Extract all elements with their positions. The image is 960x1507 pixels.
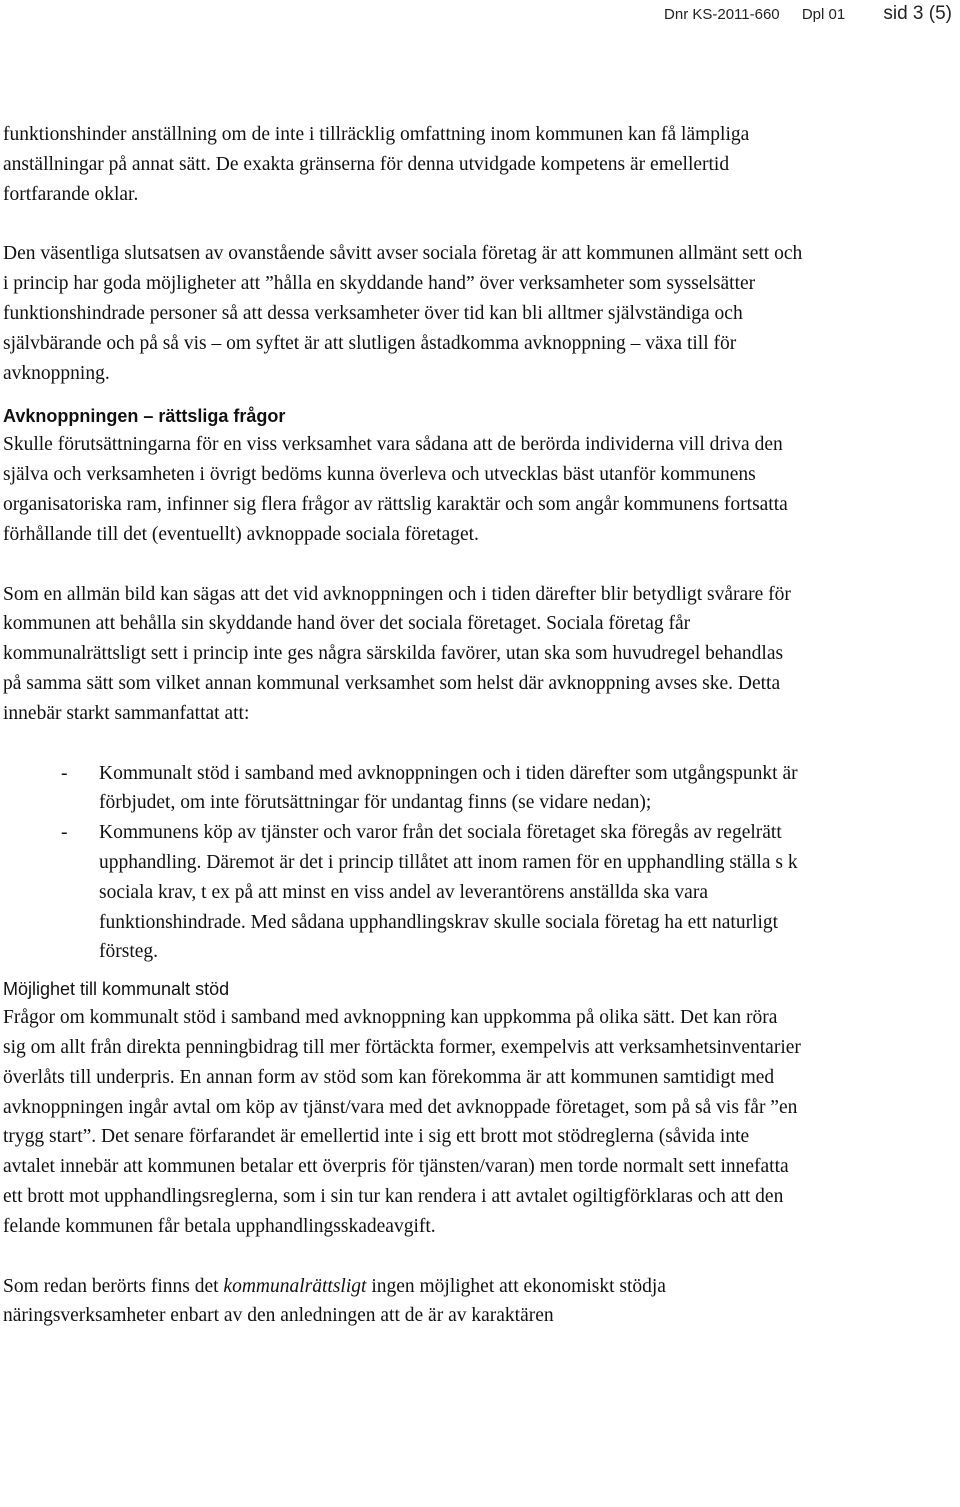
list-item	[3, 818, 803, 967]
section-heading-stod: Möjlighet till kommunalt stöd	[3, 979, 230, 1000]
paragraph-3: Skulle förutsättningarna för en viss verksamhet vara sådana att de berörda individerna vill driva den själva och verksamheten i övrigt bedöms kunna överleva och utvecklas bäst utanför kommunens organisatoriska ram, infinner sig flera frågor av rättslig karaktär och som angår kommunens fortsatta förhållande till det (eventuellt) avknoppade sociala företaget.	[3, 434, 788, 545]
list-marker: -	[61, 762, 68, 784]
paragraph-5: Frågor om kommunalt stöd i samband med avknoppning kan uppkomma på olika sätt. Det kan röra sig om allt från direkta penningbidrag till mer förtäckta former, exempelvis att verksamhetsinventarier överlåts till underpris. En annan form av stöd som kan förekomma är att kommunen samtidigt med avknoppningen ingår avtal om köp av tjänst/vara med det avknoppade företaget, som på så vis får ”en trygg start”. Det senare förfarandet är emellertid inte i sig ett brott mot stödreglerna (såvida inte avtalet innebär att kommunen betalar ett överpris för tjänsten/varan) men torde normalt sett innefatta ett brott mot upphandlingsreglerna, som i sin tur kan rendera i att avtalet ogiltigförklaras och att den felande kommunen får betala upphandlingsskadeavgift.	[3, 1007, 801, 1237]
document-number: Dnr KS-2011-660	[664, 6, 780, 23]
section-heading-avknoppning: Avknoppningen – rättsliga frågor	[3, 406, 286, 427]
paragraph-4: Som en allmän bild kan sägas att det vid avknoppningen och i tiden därefter blir betydligt svårare för kommunen att behålla sin skyddande hand över det sociala företaget. Sociala företag får kommunalrättsligt sett i princip inte ges några särskilda favörer, utan ska som huvudregel behandlas på samma sätt som vilket annan kommunal verksamhet som helst där avknoppning avses ske. Detta innebär starkt sammanfattat att:	[3, 583, 791, 724]
list-marker: -	[61, 822, 68, 844]
paragraph-6-start: Som redan berörts finns det	[3, 1275, 224, 1297]
paragraph-6-emphasis: kommunalrättsligt	[223, 1275, 367, 1297]
list-item-text: Kommunalt stöd i samband med avknoppningen och i tiden därefter som utgångspunkt är förbjudet, om inte förutsättningar för undantag finns (se vidare nedan);	[99, 762, 798, 814]
paragraph-6	[3, 1272, 803, 1332]
bullet-list	[3, 759, 803, 968]
document-part: Dpl 01	[801, 6, 846, 23]
paragraph-2: Den väsentliga slutsatsen av ovanstående såvitt avser sociala företag är att kommunen allmänt sett och i princip har goda möjligheter att ”hålla en skyddande hand” över verksamheter som sysselsätter funktionshindrade personer så att dessa verksamheter över tid kan bli alltmer självständiga och självbärande och på så vis – om syftet är att slutligen åstadkomma avknoppning – växa till för avknoppning.	[3, 243, 803, 384]
page-header	[0, 3, 952, 25]
document-body	[3, 120, 803, 1331]
page-number: sid 3 (5)	[883, 3, 952, 24]
list-item	[3, 759, 803, 819]
paragraph-1: funktionshinder anställning om de inte i tillräcklig omfattning inom kommunen kan få lämpliga anställningar på annat sätt. De exakta gränserna för denna utvidgade kompetens är emellertid fortfarande oklar.	[3, 124, 750, 205]
paragraph-6-end: ingen möjlighet att ekonomiskt stödja näringsverksamheter enbart av den anledningen att de är av karaktären	[3, 1275, 666, 1327]
list-item-text: Kommunens köp av tjänster och varor från det sociala företaget ska föregås av regelrätt upphandling. Däremot är det i princip tillåtet att inom ramen för en upphandling ställa s k sociala krav, t ex på att minst en viss andel av leverantörens anställda ska vara funktionshindrade. Med sådana upphandlingskrav skulle sociala företag ha ett naturligt försteg.	[99, 822, 798, 963]
